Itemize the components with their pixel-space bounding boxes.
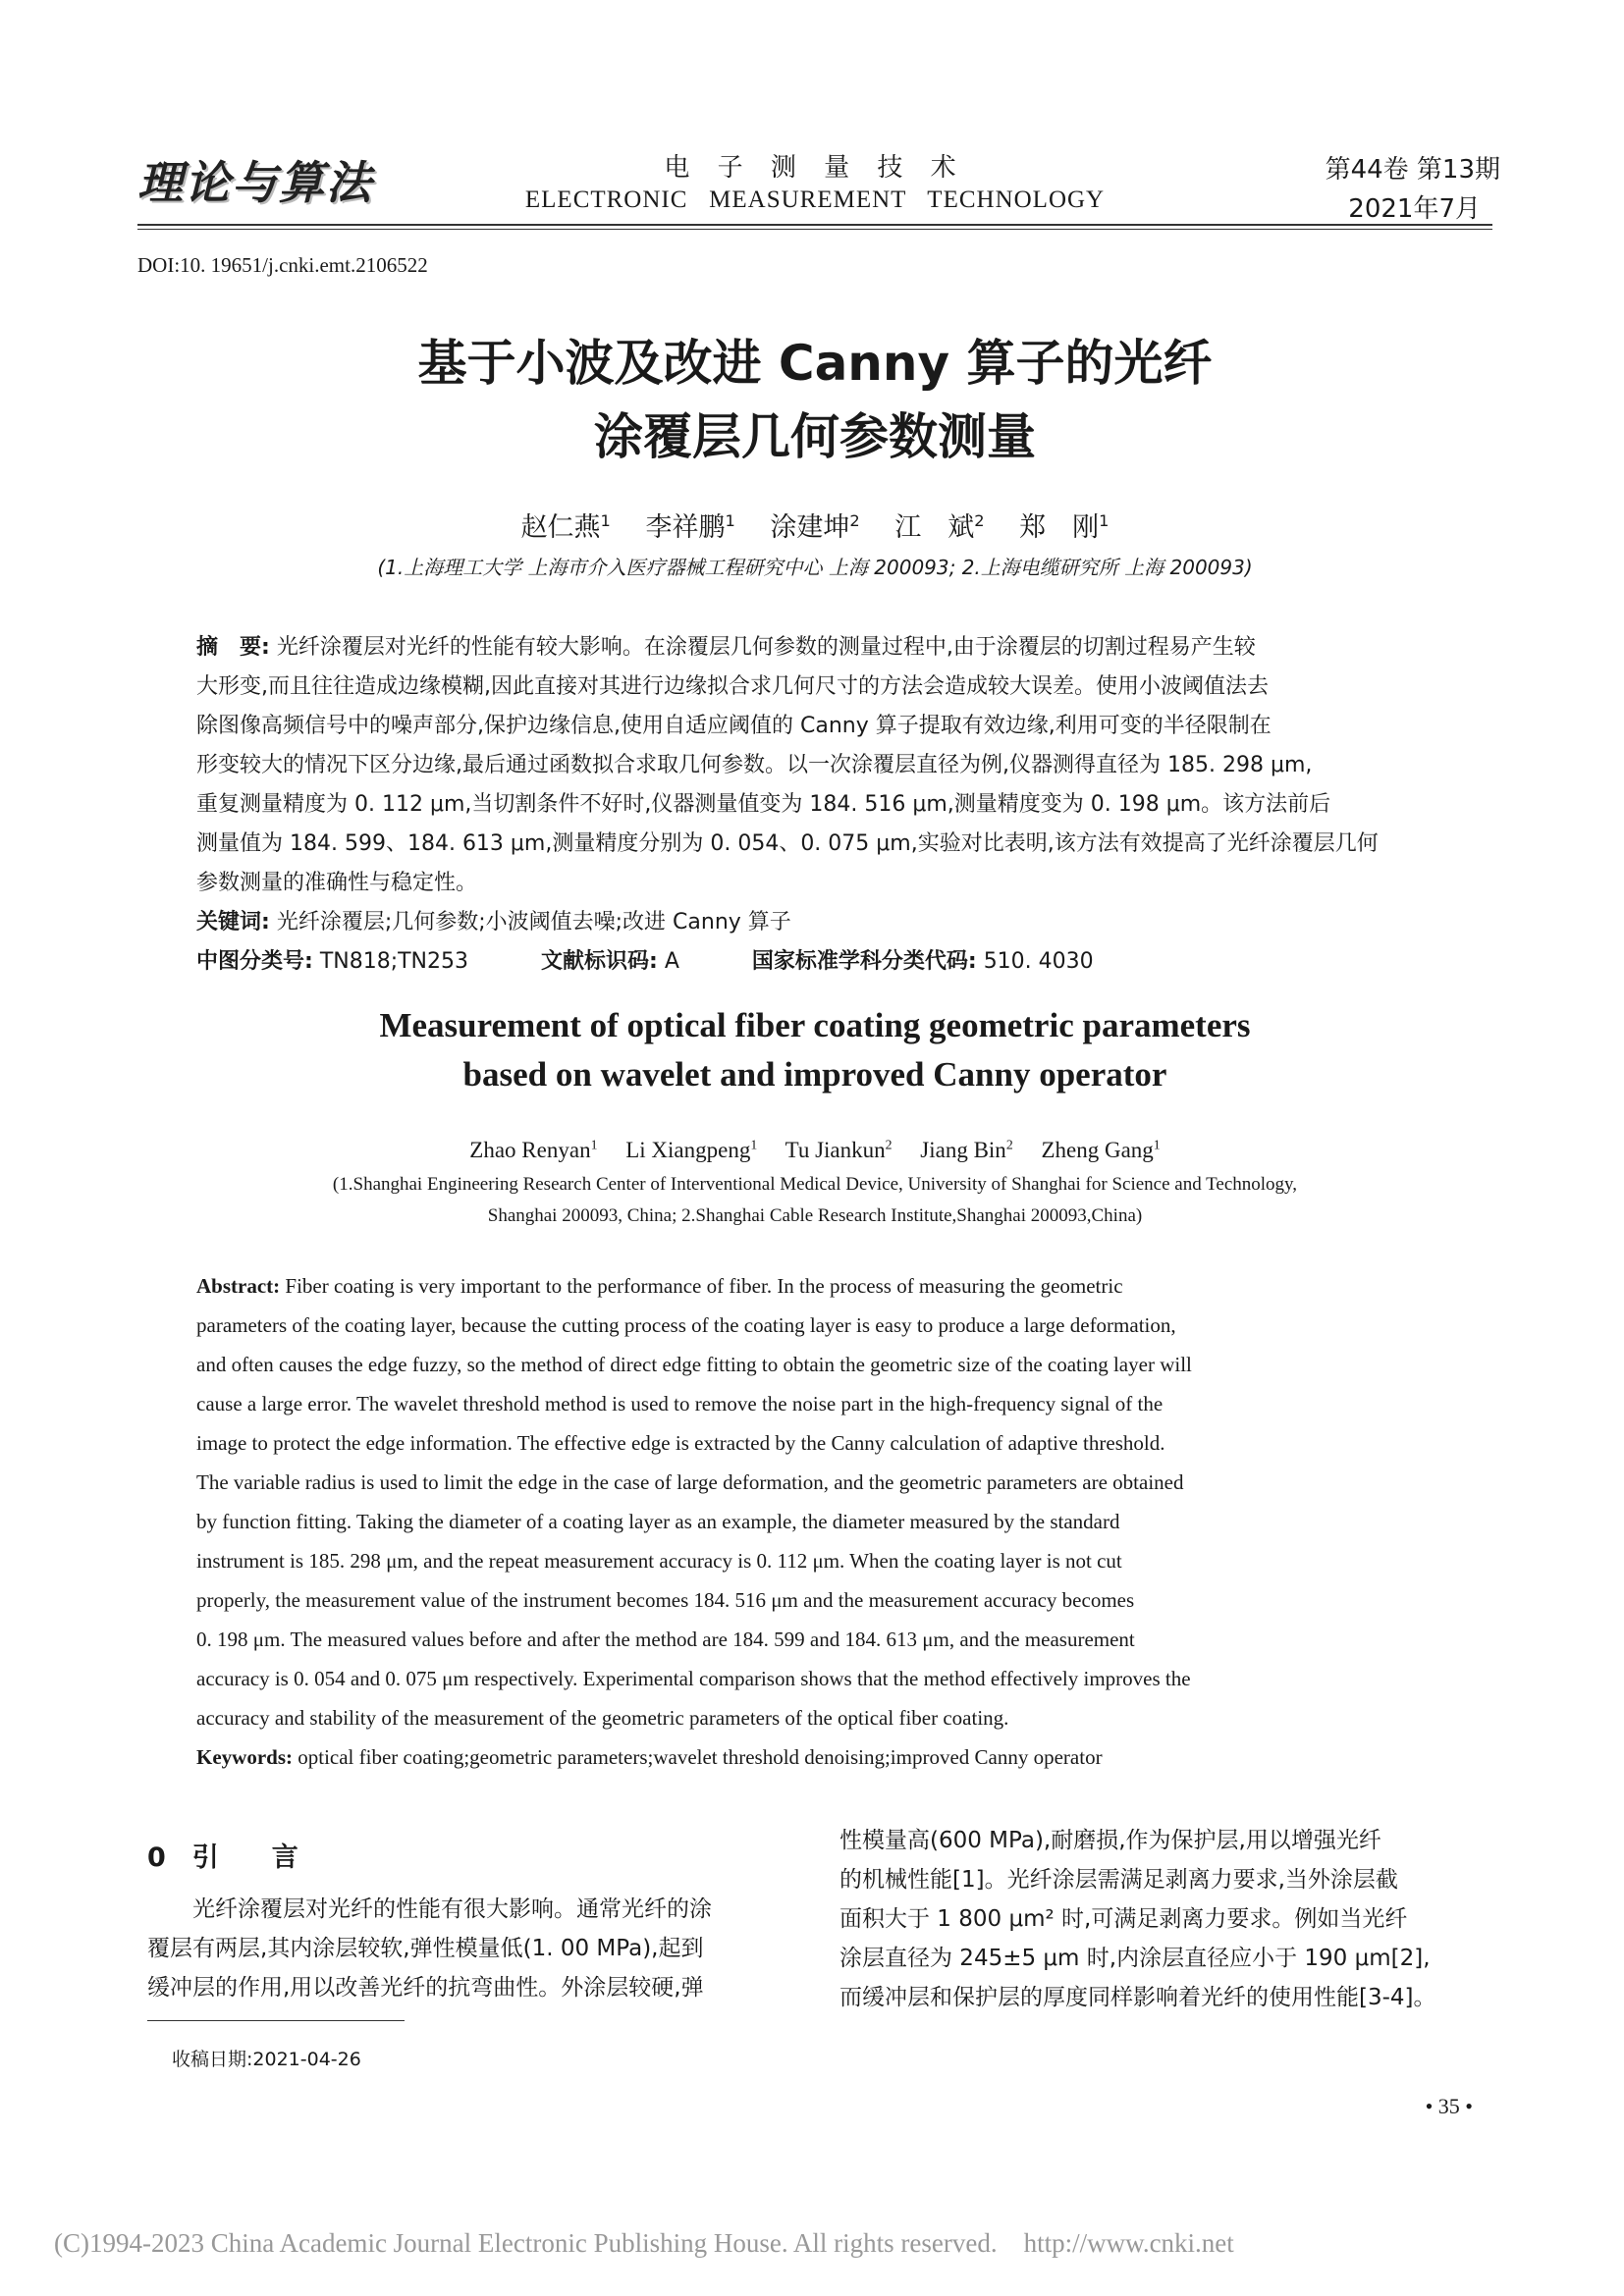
abstract-en-line: parameters of the coating layer, because the cutting process of the coating layer is easy to produce a large deformation, [196,1313,1176,1337]
abstract-cn-line: 测量值为 184. 599、184. 613 μm,测量精度分别为 0. 054、0. 075 μm,实验对比表明,该方法有效提高了光纤涂覆层几何 [196,831,1379,856]
abstract-cn-line: 重复测量精度为 0. 112 μm,当切割条件不好时,仪器测量值变为 184. 516 μm,测量精度变为 0. 198 μm。该方法前后 [196,792,1331,817]
header-rule-thin [137,229,1492,230]
abstract-cn-line: 摘 要: 光纤涂覆层对光纤的性能有较大影响。在涂覆层几何参数的测量过程中,由于涂覆层的切割过程易产生较 [196,635,1256,660]
volume-issue: 第44卷 第13期 [1325,155,1500,185]
author-cn: 李祥鹏$^1$ [645,511,735,543]
title-en-line-2: based on wavelet and improved Canny operator [462,1055,1167,1094]
section-heading: 0 引 言 [147,1842,298,1873]
abstract-cn [196,628,1453,982]
abstract-en [196,1266,1453,1777]
abstract-en-line: instrument is 185. 298 μm, and the repeat measurement accuracy is 0. 112 μm. When the coating layer is not cut [196,1549,1122,1573]
abstract-en-line: image to protect the edge information. The effective edge is extracted by the Canny calculation of adaptive threshold. [196,1431,1165,1455]
author-en: Tu Jiankun$^2$ [785,1137,893,1162]
journal-name-cn: 电 子 测 量 技 术 [664,153,966,183]
footnote-rule [147,2020,405,2021]
abstract-cn-line: 除图像高频信号中的噪声部分,保护边缘信息,使用自适应阈值的 Canny 算子提取有效边缘,利用可变的半径限制在 [196,714,1272,738]
header-rule [137,224,1492,226]
abstract-en-line: and often causes the edge fuzzy, so the method of direct edge fitting to obtain the geometric size of the coating layer will [196,1353,1192,1376]
journal-name-en: ELECTRONIC MEASUREMENT TECHNOLOGY [524,187,1106,213]
abstract-en-line: Abstract: Fiber coating is very important to the performance of fiber. In the process of measuring the geometric [196,1274,1123,1298]
abstract-en-label: Abstract: [196,1274,281,1298]
keywords-cn: 关键词: 光纤涂覆层;几何参数;小波阈值去噪;改进 Canny 算子 [196,910,791,934]
copyright-footer: (C)1994-2023 China Academic Journal Electronic Publishing House. All rights reserved. http://www.cnki.net [54,2228,1234,2258]
author-cn: 江 斌$^2$ [894,511,985,543]
abstract-cn-line: 形变较大的情况下区分边缘,最后通过函数拟合求取几何参数。以一次涂覆层直径为例,仪器测得直径为 185. 298 μm, [196,753,1313,777]
keywords-en: Keywords: optical fiber coating;geometric parameters;wavelet threshold denoising;improved Canny operator [196,1745,1103,1769]
classification-codes: 中图分类号: TN818;TN253 文献标识码: A 国家标准学科分类代码: 510. 4030 [196,949,1094,974]
body-line: 面积大于 1 800 μm² 时,可满足剥离力要求。例如当光纤 [839,1906,1408,1932]
body-line: 的机械性能[1]。光纤涂层需满足剥离力要求,当外涂层截 [839,1867,1398,1893]
authors-cn [137,506,1492,544]
affiliation-en-line-1: (1.Shanghai Engineering Research Center of Interventional Medical Device, University of Shanghai for Science and Technology, [332,1174,1298,1195]
author-cn: 涂建坤$^2$ [770,511,860,543]
body-line: 覆层有两层,其内涂层较软,弹性模量低(1. 00 MPa),起到 [147,1936,704,1961]
author-cn: 郑 刚$^1$ [1019,511,1110,543]
doi: DOI:10. 19651/j.cnki.emt.2106522 [137,253,428,277]
abstract-en-line: cause a large error. The wavelet threshold method is used to remove the noise part in the high-frequency signal of the [196,1392,1164,1415]
section-logo: 理论与算法 [137,156,373,209]
abstract-cn-line: 参数测量的准确性与稳定性。 [196,871,478,895]
abstract-en-line: by function fitting. Taking the diameter of a coating layer as an example, the diameter measured by the standard [196,1510,1120,1533]
author-en: Jiang Bin$^2$ [920,1137,1013,1162]
title-en-line-1: Measurement of optical fiber coating geometric parameters [379,1006,1251,1044]
body-line: 涂层直径为 245±5 μm 时,内涂层直径应小于 190 μm[2], [839,1946,1431,1971]
author-en: Zheng Gang$^1$ [1041,1137,1161,1162]
abstract-cn-line: 大形变,而且往往造成边缘模糊,因此直接对其进行边缘拟合求几何尺寸的方法会造成较大误差。使用小波阈值法去 [196,674,1269,699]
issue-date: 2021年7月 [1348,194,1481,224]
author-en: Zhao Renyan$^1$ [469,1137,598,1162]
abstract-en-line: properly, the measurement value of the instrument becomes 184. 516 μm and the measurement accuracy becomes [196,1588,1135,1612]
affiliation-cn: (1.上海理工大学 上海市介入医疗器械工程研究中心 上海 200093; 2.上海电缆研究所 上海 200093) [377,556,1253,579]
authors-en [137,1137,1492,1163]
received-date: 收稿日期:2021-04-26 [172,2049,361,2070]
section-body-left [147,1890,805,2007]
title-cn-line-2: 涂覆层几何参数测量 [594,408,1036,465]
abstract-en-line: The variable radius is used to limit the edge in the case of large deformation, and the geometric parameters are obtained [196,1470,1184,1494]
author-en: Li Xiangpeng$^1$ [625,1137,758,1162]
abstract-en-line: 0. 198 μm. The measured values before and after the method are 184. 599 and 184. 613 μm, and the measurement [196,1628,1135,1651]
body-line: 光纤涂覆层对光纤的性能有很大影响。通常光纤的涂 [192,1896,712,1922]
author-cn: 赵仁燕$^1$ [520,511,611,543]
body-line: 而缓冲层和保护层的厚度同样影响着光纤的使用性能[3-4]。 [839,1985,1436,2010]
body-line: 性模量高(600 MPa),耐磨损,作为保护层,用以增强光纤 [839,1828,1381,1853]
title-cn-line-1: 基于小波及改进 Canny 算子的光纤 [417,335,1213,392]
abstract-en-line: accuracy and stability of the measurement of the geometric parameters of the optical fiber coating. [196,1706,1009,1730]
abstract-cn-label: 摘 要: [196,635,270,660]
section-body-right [839,1821,1497,2017]
affiliation-en-line-2: Shanghai 200093, China; 2.Shanghai Cable Research Institute,Shanghai 200093,China) [487,1205,1143,1226]
body-line: 缓冲层的作用,用以改善光纤的抗弯曲性。外涂层较硬,弹 [147,1975,704,2001]
abstract-en-line: accuracy is 0. 054 and 0. 075 μm respectively. Experimental comparison shows that the method effectively improves the [196,1667,1191,1690]
page-number: • 35 • [1425,2094,1473,2118]
